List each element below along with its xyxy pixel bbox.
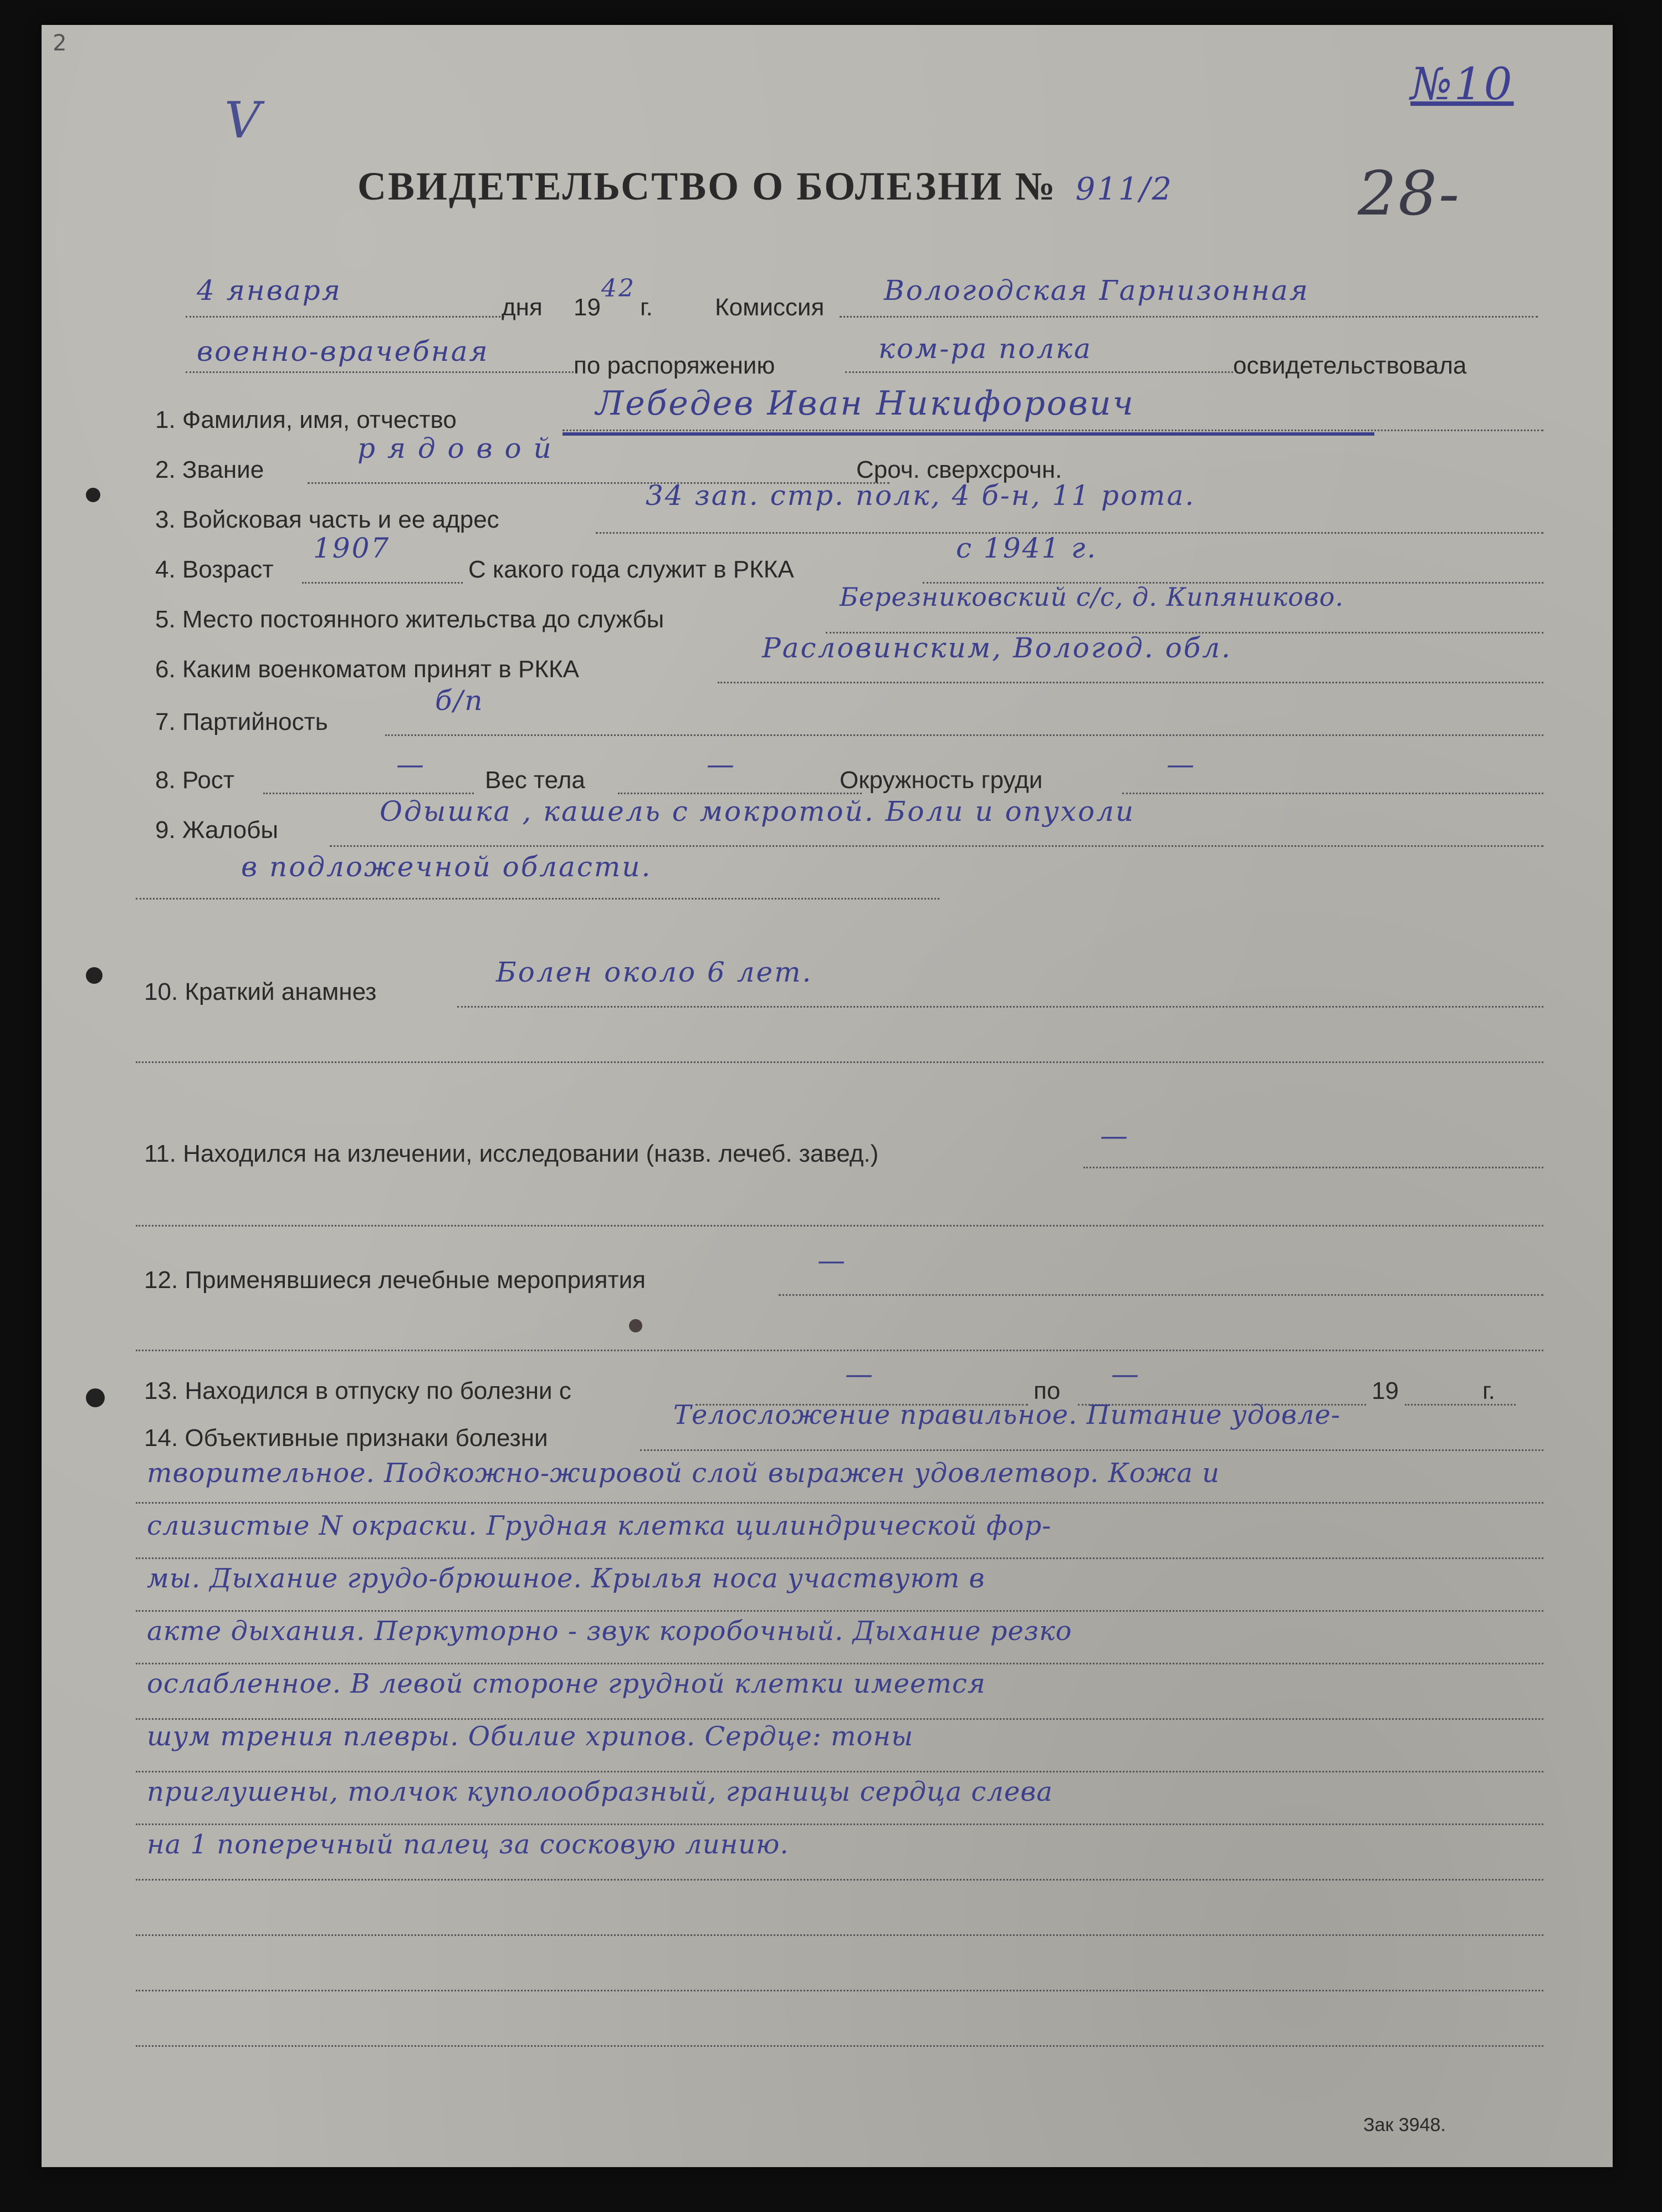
field-14-line-7: шум трения плевры. Обилие хрипов. Сердце: тоны [147, 1721, 914, 1752]
field-9-line-1: Одышка , кашель с мокротой. Боли и опухоли [380, 795, 1136, 827]
check-mark: V [224, 91, 262, 150]
field-8-label: 8. Рост [155, 767, 234, 794]
field-11-value: — [1100, 1120, 1129, 1152]
field-12-value: — [817, 1244, 847, 1276]
date-value: 4 января [197, 274, 342, 306]
order-number: Зак 3948. [1363, 2114, 1446, 2136]
field-14-line-1: Телосложение правильное. Питание удовле- [673, 1399, 1341, 1431]
field-13-label2: по [1034, 1377, 1061, 1404]
punch-hole [86, 967, 103, 984]
certificate-number: 911/2 [1075, 171, 1174, 207]
field-14-line-8: приглушены, толчок куполообразный, границы сердца слева [147, 1776, 1053, 1807]
field-9-line-2: в подложечной области. [241, 851, 652, 883]
sequence-number: 28- [1358, 158, 1461, 229]
field-8-chest: — [1167, 748, 1196, 780]
field-4-label2: С какого года служит в РККА [468, 556, 794, 583]
field-8-label3: Окружность груди [840, 767, 1043, 794]
field-14-line-5: акте дыхания. Перкуторно - звук коробочный. Дыхание резко [147, 1616, 1072, 1647]
field-2-value: р я д о в о й [357, 432, 553, 464]
field-14-line-3: слизистые N окраски. Грудная клетка цилиндрической фор- [147, 1510, 1052, 1541]
field-5-value: Березниковский с/с, д. Кипяниково. [840, 582, 1344, 612]
field-6-value: Расловинским, Вологод. обл. [762, 632, 1232, 664]
commission-value: Вологодская Гарнизонная [884, 274, 1310, 306]
field-13-label: 13. Находился в отпуску по болезни с [144, 1377, 571, 1404]
field-7-value: б/п [435, 684, 484, 717]
year-value: 42 [601, 274, 636, 303]
field-3-label: 3. Войсковая часть и ее адрес [155, 506, 499, 533]
field-14-line-2: творительное. Подкожно-жировой слой выражен удовлетвор. Кожа и [147, 1458, 1220, 1489]
field-6-label: 6. Каким военкоматом принят в РККА [155, 656, 579, 683]
title-text: СВИДЕТЕЛЬСТВО О БОЛЕЗНИ № [357, 164, 1057, 208]
examined-label: освидетельствовала [1233, 352, 1467, 379]
year-suffix: г. [640, 294, 653, 321]
commission-label: Комиссия [715, 294, 825, 321]
field-14-label: 14. Объективные признаки болезни [144, 1424, 548, 1452]
field-14-line-9: на 1 поперечный палец за сосковую линию. [147, 1829, 789, 1860]
top-left-mark: 2 [53, 30, 67, 56]
field-2-suffix: Сроч. сверхсрочн. [856, 456, 1062, 483]
field-4-value2: с 1941 г. [956, 532, 1098, 564]
field-13-year: 19 [1372, 1377, 1399, 1404]
order-label: по распоряжению [574, 352, 775, 379]
year-prefix: 19 [574, 294, 601, 321]
field-13-from: — [845, 1358, 875, 1390]
field-13-to: — [1111, 1358, 1141, 1390]
field-9-label: 9. Жалобы [155, 816, 278, 844]
punch-hole [86, 488, 100, 502]
field-10-label: 10. Краткий анамнез [144, 978, 377, 1005]
document-no-mark: №10 [1410, 58, 1514, 110]
field-2-label: 2. Звание [155, 456, 264, 483]
ink-spot [629, 1319, 642, 1332]
field-10-value: Болен около 6 лет. [496, 956, 813, 988]
field-13-year-suffix: г. [1482, 1377, 1495, 1404]
field-14-line-6: ослабленное. В левой стороне грудной клетки имеется [147, 1668, 986, 1699]
field-8-weight: — [707, 748, 736, 780]
field-5-label: 5. Место постоянного жительства до службы [155, 606, 664, 633]
day-label: дня [502, 294, 543, 321]
field-1-label: 1. Фамилия, имя, отчество [155, 406, 457, 433]
field-7-label: 7. Партийность [155, 708, 328, 735]
field-1-value: Лебедев Иван Никифорович [596, 384, 1135, 423]
field-8-height: — [396, 748, 426, 780]
field-8-label2: Вес тела [485, 767, 585, 794]
commission-value-cont: военно-врачебная [197, 335, 489, 367]
field-11-label: 11. Находился на излечении, исследовании (назв. лечеб. завед.) [144, 1140, 879, 1167]
document-sheet [42, 25, 1613, 2167]
page-title [357, 164, 1173, 210]
field-3-value: 34 зап. стр. полк, 4 б-н, 11 рота. [646, 479, 1196, 512]
field-14-line-4: мы. Дыхание грудо-брюшное. Крылья носа участвуют в [147, 1563, 985, 1594]
field-4-label: 4. Возраст [155, 556, 274, 583]
punch-hole [86, 1388, 105, 1407]
field-12-label: 12. Применявшиеся лечебные мероприятия [144, 1266, 646, 1294]
order-value: ком-ра полка [878, 333, 1092, 365]
field-4-value: 1907 [313, 532, 391, 564]
